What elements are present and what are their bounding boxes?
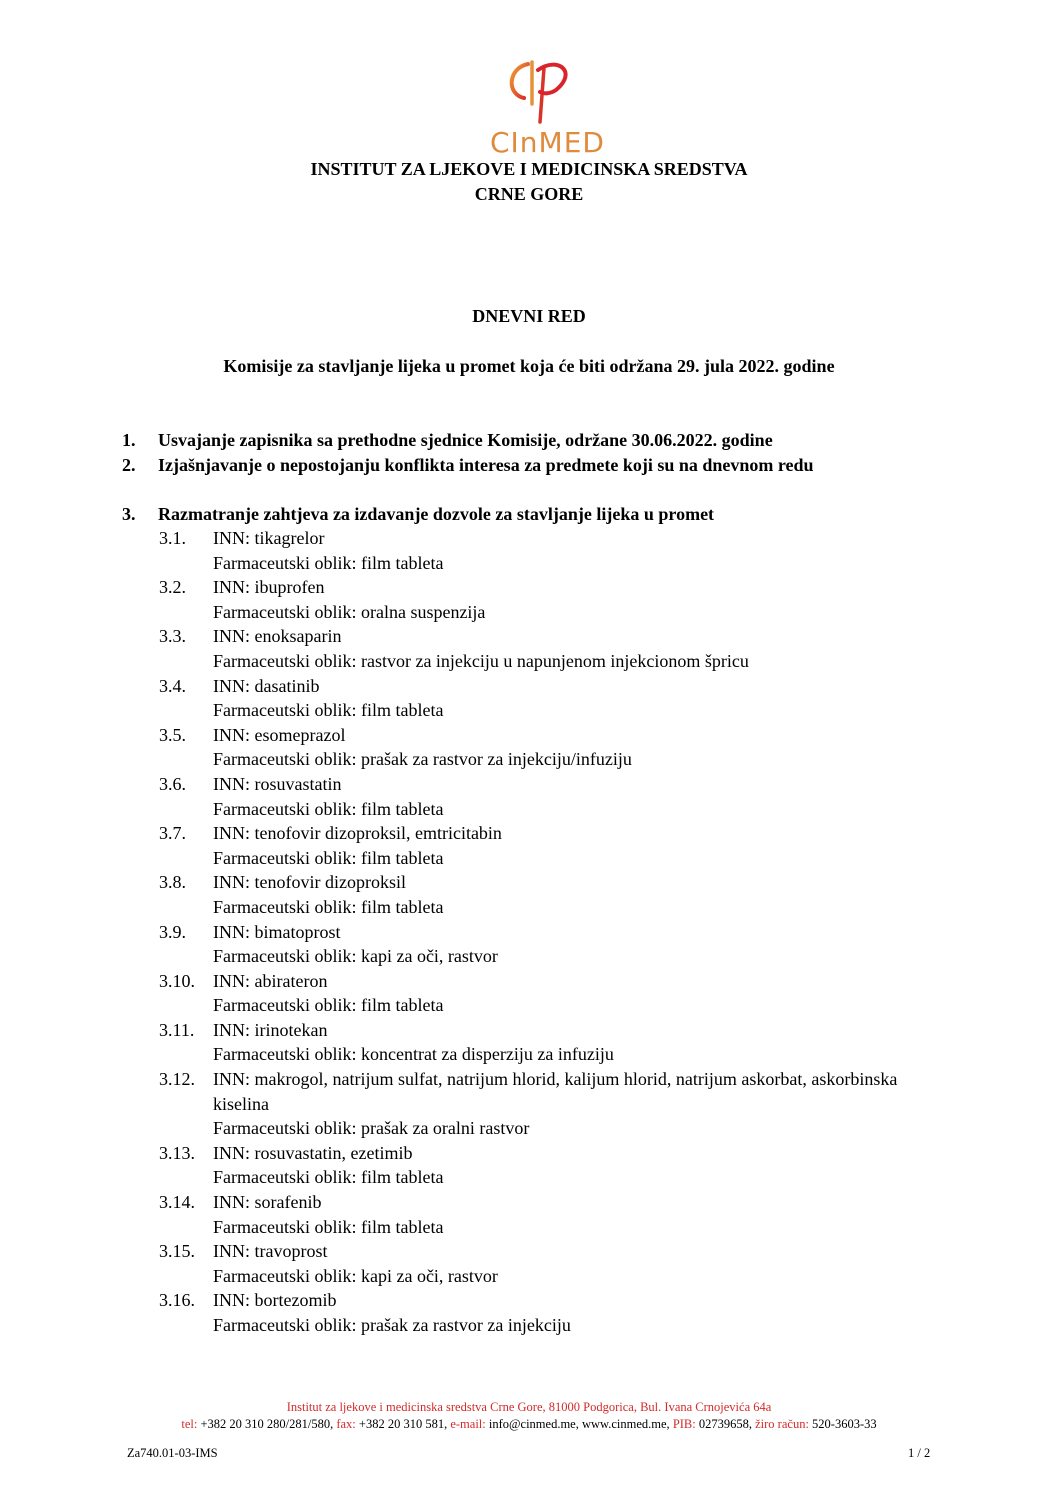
agenda-item-number: 2. (122, 455, 136, 475)
sub-item-form: Farmaceutski oblik: film tableta (213, 995, 444, 1016)
sub-item-inn: INN: makrogol, natrijum sulfat, natrijum hlorid, kalijum hlorid, natrijum askorbat, askorbinska kiselina (213, 1069, 898, 1114)
footer-email-label: e-mail: (447, 1417, 486, 1431)
sub-item (0, 870, 1058, 919)
sub-item-inn: INN: rosuvastatin (213, 773, 342, 794)
sub-item (0, 624, 1058, 673)
footer-fax: +382 20 310 581, (355, 1417, 448, 1431)
sub-item-number: 3.12. (159, 1069, 195, 1090)
footer-address (0, 1400, 1058, 1415)
sub-item-inn: INN: irinotekan (213, 1019, 328, 1040)
sub-item-form: Farmaceutski oblik: film tableta (213, 847, 444, 868)
sub-item-inn: INN: ibuprofen (213, 577, 325, 598)
sub-item-number: 3.7. (159, 823, 186, 844)
sub-item-form: Farmaceutski oblik: film tableta (213, 798, 444, 819)
sub-item-inn: INN: abirateron (213, 970, 328, 991)
footer-pib: 02739658, (695, 1417, 752, 1431)
footer-address-text: 81000 Podgorica, Bul. Ivana Crnojevića 64a (545, 1400, 772, 1414)
footer-pib-label: PIB: (669, 1417, 696, 1431)
sub-item-number: 3.6. (159, 773, 186, 794)
document-code: Za740.01-03-IMS (127, 1446, 218, 1460)
logo-text: CInMED (490, 126, 605, 159)
sub-item (0, 1190, 1058, 1239)
agenda-item-text: Izjašnjavanje o nepostojanju konflikta interesa za predmete koji su na dnevnom redu (158, 455, 814, 475)
sub-item-inn: INN: travoprost (213, 1241, 328, 1262)
sub-item (0, 1018, 1058, 1067)
cinmed-logo-icon (498, 54, 586, 126)
sub-item-form: Farmaceutski oblik: oralna suspenzija (213, 601, 486, 622)
institute-name-line1: INSTITUT ZA LJEKOVE I MEDICINSKA SREDSTVA (310, 159, 748, 179)
sub-item-inn: INN: enoksaparin (213, 626, 342, 647)
agenda-item-number: 3. (122, 504, 136, 524)
cinmed-logo (490, 54, 605, 159)
sub-item-form: Farmaceutski oblik: film tableta (213, 1216, 444, 1237)
sub-item (0, 1239, 1058, 1288)
sub-item-form: Farmaceutski oblik: kapi za oči, rastvor (213, 1265, 498, 1286)
document-title: DNEVNI RED (472, 306, 586, 326)
sub-item-number: 3.5. (159, 724, 186, 745)
sub-item (0, 575, 1058, 624)
sub-item (0, 772, 1058, 821)
agenda-item-number: 1. (122, 430, 136, 450)
sub-item-inn: INN: tenofovir dizoproksil (213, 872, 406, 893)
sub-item (0, 674, 1058, 723)
sub-item-form: Farmaceutski oblik: film tableta (213, 700, 444, 721)
sub-item-number: 3.8. (159, 872, 186, 893)
sub-item-number: 3.14. (159, 1192, 195, 1213)
institute-name-line2: CRNE GORE (474, 184, 584, 204)
footer-contact (0, 1417, 1058, 1432)
sub-item (0, 1067, 1058, 1141)
agenda-item-text: Razmatranje zahtjeva za izdavanje dozvole za stavljanje lijeka u promet (158, 504, 715, 524)
sub-item-form: Farmaceutski oblik: koncentrat za disperziju za infuziju (213, 1044, 614, 1065)
sub-item-inn: INN: dasatinib (213, 675, 320, 696)
sub-item-number: 3.1. (159, 528, 186, 548)
sub-item (0, 969, 1058, 1018)
footer-ziro-label: žiro račun: (752, 1417, 809, 1431)
sub-item-inn: INN: tenofovir dizoproksil, emtricitabin (213, 823, 502, 844)
sub-item-inn: INN: bimatoprost (213, 921, 341, 942)
sub-item-inn: INN: bortezomib (213, 1290, 337, 1311)
sub-item-number: 3.13. (159, 1142, 195, 1163)
footer-ziro: 520-3603-33 (808, 1417, 877, 1431)
sub-item-inn: INN: sorafenib (213, 1192, 322, 1213)
sub-item-number: 3.11. (159, 1019, 195, 1040)
sub-item-form: Farmaceutski oblik: prašak za rastvor za injekciju/infuziju (213, 749, 632, 770)
sub-item (0, 526, 1058, 575)
footer-institute-name: Institut za ljekove i medicinska sredstva Crne Gore, (286, 1400, 546, 1414)
page-number: 1 / 2 (908, 1446, 931, 1460)
sub-item (0, 1141, 1058, 1190)
footer-tel: +382 20 310 280/281/580, (197, 1417, 334, 1431)
sub-item (0, 723, 1058, 772)
sub-item-number: 3.2. (159, 577, 186, 598)
sub-item-number: 3.4. (159, 675, 186, 696)
sub-item-inn: INN: tikagrelor (213, 528, 325, 548)
sub-item-form: Farmaceutski oblik: film tableta (213, 1167, 444, 1188)
sub-item-form: Farmaceutski oblik: prašak za oralni rastvor (213, 1118, 530, 1139)
sub-item-number: 3.16. (159, 1290, 195, 1311)
sub-item-inn: INN: rosuvastatin, ezetimib (213, 1142, 413, 1163)
sub-item-number: 3.3. (159, 626, 186, 647)
sub-item (0, 1288, 1058, 1337)
sub-item-form: Farmaceutski oblik: rastvor za injekciju u napunjenom injekcionom špricu (213, 650, 749, 671)
document-subtitle: Komisije za stavljanje lijeka u promet koja će biti održana 29. jula 2022. godine (223, 356, 835, 376)
sub-item-number: 3.9. (159, 921, 186, 942)
sub-item-form: Farmaceutski oblik: prašak za rastvor za injekciju (213, 1315, 571, 1335)
sub-item (0, 920, 1058, 969)
sub-item-list (0, 526, 1058, 1338)
sub-item-inn: INN: esomeprazol (213, 724, 346, 745)
footer-fax-label: fax: (333, 1417, 356, 1431)
footer-email: info@cinmed.me, (485, 1417, 579, 1431)
sub-item-form: Farmaceutski oblik: film tableta (213, 552, 444, 573)
sub-item-form: Farmaceutski oblik: kapi za oči, rastvor (213, 946, 498, 967)
sub-item-form: Farmaceutski oblik: film tableta (213, 896, 444, 917)
footer-website: www.cinmed.me, (578, 1417, 670, 1431)
footer-tel-label: tel: (181, 1417, 198, 1431)
sub-item-number: 3.15. (159, 1241, 195, 1262)
sub-item-number: 3.10. (159, 970, 195, 991)
sub-item (0, 821, 1058, 870)
agenda-item-text: Usvajanje zapisnika sa prethodne sjednice Komisije, održane 30.06.2022. godine (158, 430, 773, 450)
